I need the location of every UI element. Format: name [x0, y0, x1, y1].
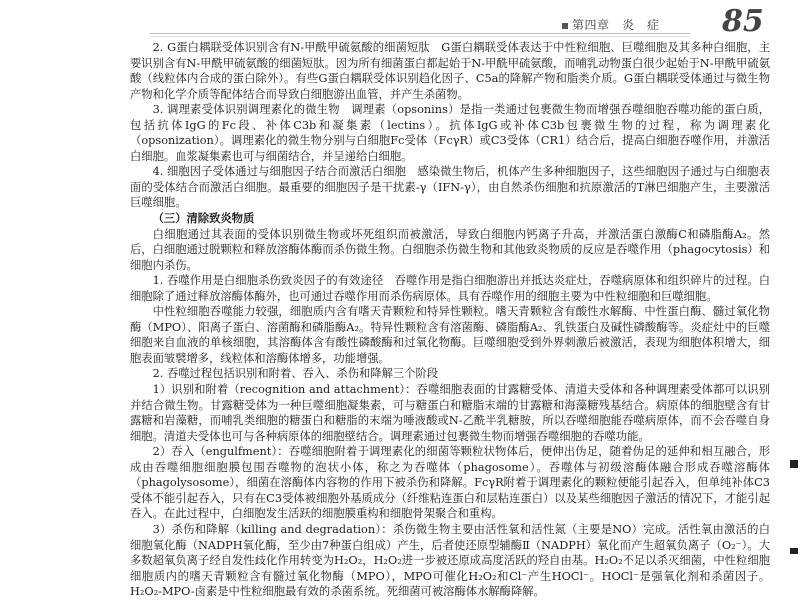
chapter-title: 第四章 炎 症 — [572, 18, 660, 32]
paragraph-recognition: 1）识别和附着（recognition and attachment）：吞噬细胞表面的甘露糖受体、清道夫受体和各种调理素受体都可以识别并结合微生物。甘露糖受体为一种巨噬细胞凝集素，可与糖蛋白和糖脂末端的甘露糖和海藻糖残基结合。病原体的细胞壁含有甘露糖和岩藻糖，而哺乳类细胞的糖蛋白和糖脂的末端为唾液酸或N-乙酰半乳糖胺，所以吞噬细胞能吞噬病原体，而不会吞噬自身细胞。清道夫受体也可与各种病原体的细胞壁结合。调理素通过包裹微生物而增强吞噬细胞的吞噬功能。 — [130, 383, 770, 443]
paragraph-killing: 3）杀伤和降解（killing and degradation）：杀伤微生物主要由活性氧和活性氮（主要是NO）完成。活性氧由激活的白细胞氧化酶（NADPH氧化酶，至少由7种蛋白组成）产生，后者使还原型辅酶Ⅱ（NADPH）氧化而产生超氧负离子（O₂⁻）。大多数超氧负离子经自发性歧化作用转变为H₂O₂，H₂O₂进一步被还原成高度活跃的羟自由基。H₂O₂不足以杀灭细菌，中性粒细胞细胞质内的嗜天青颗粒含有髓过氧化物酶（MPO），MPO可催化H₂O₂和Cl⁻产生HOCl⁻。HOCl⁻是强氧化剂和杀菌因子。H₂O₂-MPO-卤素是中性粒细胞最有效的杀菌系统。死细菌可被溶酶体水解酶降解。 — [130, 522, 770, 599]
paragraph-3: 3. 调理素受体识别调理素化的微生物 调理素（opsonins）是指一类通过包裹微生物而增强吞噬细胞吞噬功能的蛋白质，包括抗体IgG的Fc段、补体C3b和凝集素（lectins）。抗体IgG或补体C3b包裹微生物的过程，称为调理素化（opsonization）。调理素化的微生物分别与白细胞Fc受体（FcγR）或C3受体（CR1）结合后，提高白细胞吞噬作用，并激活白细胞。血浆凝集素也可与细菌结合，并呈递给白细胞。 — [130, 103, 770, 163]
paragraph-2: 2. G蛋白耦联受体识别含有N-甲酰甲硫氨酸的细菌短肽 G蛋白耦联受体表达于中性粒细胞、巨噬细胞及其多种白细胞，主要识别含有N-甲酰甲硫氨酸的细菌短肽。因为所有细菌蛋白都起始于N-甲酰甲硫氨酸，而哺乳动物蛋白很少起始于N-甲酰甲硫氨酸（线粒体内合成的蛋白除外）。有些G蛋白耦联受体识别趋化因子、C5a的降解产物和脂类介质。G蛋白耦联受体通过与微生物产物和化学介质等配体结合而导致白细胞游出血管，并产生杀菌物。 — [130, 41, 770, 101]
paragraph-neutrophil: 中性粒细胞吞噬能力较强，细胞质内含有嗜天青颗粒和特异性颗粒。嗜天青颗粒含有酸性水解酶、中性蛋白酶、髓过氧化物酶（MPO）、阳离子蛋白、溶菌酶和磷脂酶A₂。特异性颗粒含有溶菌酶、磷脂酶A₂、乳铁蛋白及碱性磷酸酶等。炎症灶中的巨噬细胞来自血液的单核细胞，其溶酶体含有酸性磷酸酶和过氧化物酶。巨噬细胞受到外界刺激后被激活，表现为细胞体积增大，细胞表面皱襞增多，线粒体和溶酶体增多，功能增强。 — [130, 305, 770, 365]
header-rule-thin — [150, 36, 690, 37]
header-rule — [150, 33, 690, 34]
paragraph-intro: 白细胞通过其表面的受体识别微生物或坏死组织而被激活，导致白细胞内钙离子升高，并激活蛋白激酶C和磷脂酶A₂。然后，白细胞通过脱颗粒和释放溶酶体酶而杀伤微生物。白细胞杀伤微生物和其他致炎物质的反应是吞噬作用（phagocytosis）和细胞内杀伤。 — [130, 227, 770, 272]
square-bullet-icon — [562, 23, 568, 29]
body-text — [130, 40, 770, 600]
page-number: 85 — [722, 4, 764, 39]
margin-mark — [790, 460, 798, 468]
paragraph-engulfment: 2）吞入（engulfment）：吞噬细胞附着于调理素化的细菌等颗粒状物体后，便伸出伪足，随着伪足的延伸和相互融合，形成由吞噬细胞细胞膜包围吞噬物的泡状小体，称之为吞噬体（phagosome）。吞噬体与初级溶酶体融合形成吞噬溶酶体（phagolysosome），细菌在溶酶体内容物的作用下被杀伤和降解。FcγR附着于调理素化的颗粒便能引起吞入，但单纯补体C3受体不能引起吞入，只有在C3受体被细胞外基质成分（纤维粘连蛋白和层粘连蛋白）以及某些细胞因子激活的情况下，才能引起吞入。在此过程中，白细胞发生活跃的细胞膜重构和细胞骨架聚合和重构。 — [130, 445, 770, 521]
paragraph-4: 4. 细胞因子受体通过与细胞因子结合而激活白细胞 感染微生物后，机体产生多种细胞因子，这些细胞因子通过与白细胞表面的受体结合而激活白细胞。最重要的细胞因子是干扰素-γ（IFN-γ），由自然杀伤细胞和抗原激活的T淋巴细胞产生，主要激活巨噬细胞。 — [130, 165, 770, 210]
paragraph-phagocytosis: 1. 吞噬作用是白细胞杀伤致炎因子的有效途径 吞噬作用是指白细胞游出并抵达炎症灶，吞噬病原体和组织碎片的过程。白细胞除了通过释放溶酶体酶外，也可通过吞噬作用而杀伤病原体。具有吞噬作用的细胞主要为中性粒细胞和巨噬细胞。 — [130, 274, 770, 303]
paragraph-process: 2. 吞噬过程包括识别和附着、吞入、杀伤和降解三个阶段 — [152, 367, 439, 381]
running-head — [562, 16, 660, 33]
margin-mark — [790, 548, 798, 554]
section-heading: （三）清除致炎物质 — [152, 211, 255, 226]
